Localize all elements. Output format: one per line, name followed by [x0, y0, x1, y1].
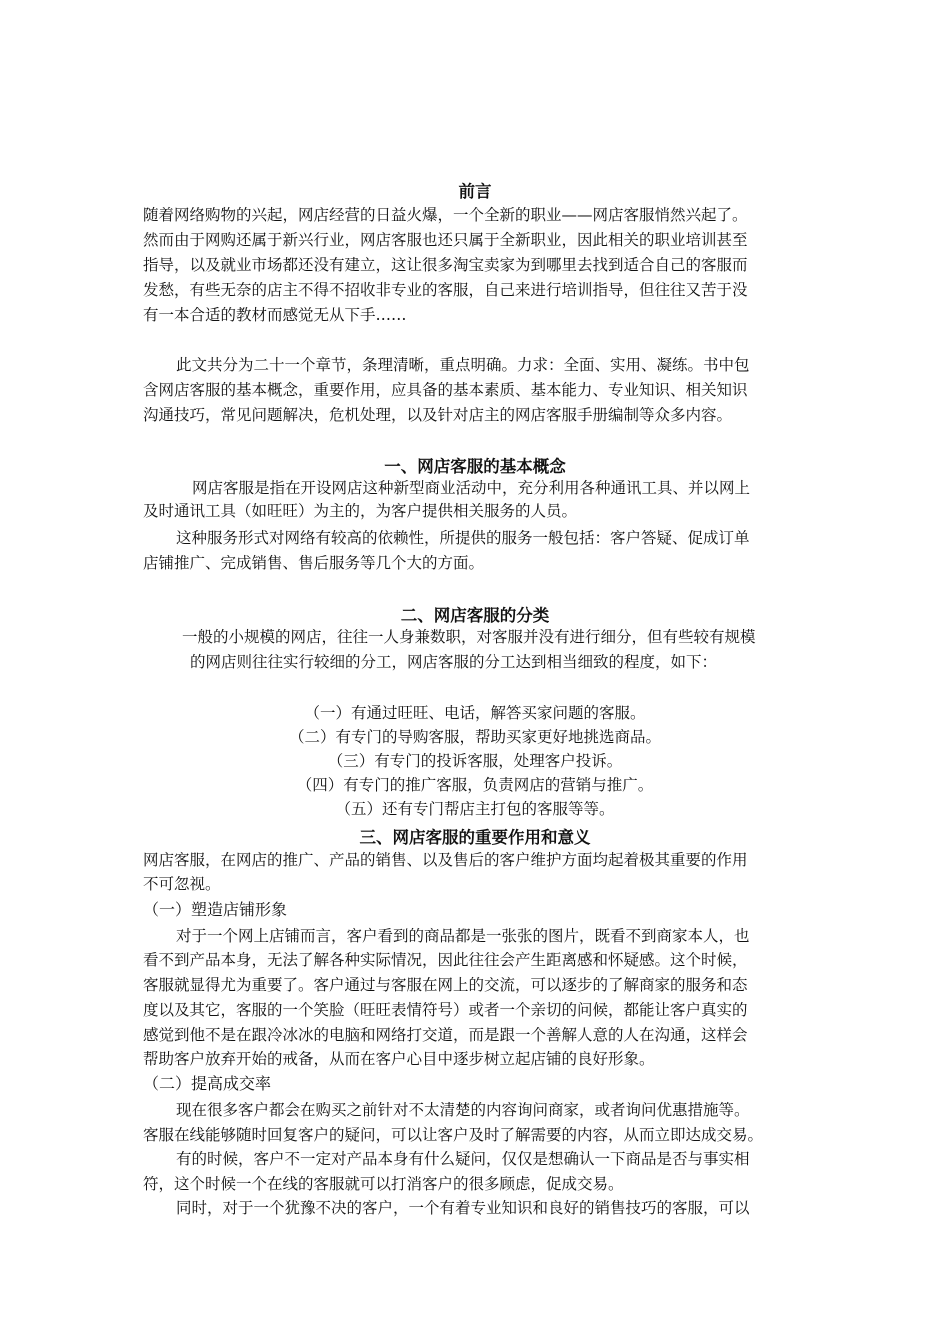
preface-p2-line: 沟通技巧，常见问题解决，危机处理，以及针对店主的网店客服手册编制等众多内容。: [143, 406, 733, 424]
section2-list-item: （三）有专门的投诉客服，处理客户投诉。: [327, 752, 623, 770]
section3-sub2-title: （二）提高成交率: [143, 1074, 272, 1093]
section1-title: 一、网店客服的基本概念: [384, 457, 566, 476]
preface-p1-line: 有一本合适的教材而感觉无从下手……: [143, 306, 407, 324]
section1-p2-line: 店铺推广、完成销售、售后服务等几个大的方面。: [143, 554, 485, 572]
section2-title: 二、网店客服的分类: [400, 606, 550, 625]
preface-title: 前言: [458, 182, 492, 201]
section3-sub2-line: 客服在线能够随时回复客户的疑问，可以让客户及时了解需要的内容，从而立即达成交易。: [143, 1126, 764, 1144]
section3-sub1-line: 感觉到他不是在跟冷冰冰的电脑和网络打交道，而是跟一个善解人意的人在沟通，这样会: [143, 1026, 748, 1044]
section2-list-item: （四）有专门的推广客服，负责网店的营销与推广。: [296, 776, 654, 794]
section3-sub1-line: 帮助客户放弃开始的戒备，从而在客户心目中逐步树立起店铺的良好形象。: [143, 1050, 655, 1068]
section3-sub1-line: 客服就显得尤为重要了。客户通过与客服在网上的交流，可以逐步的了解商家的服务和态: [143, 976, 748, 994]
section3-sub1-line: 度以及其它，客服的一个笑脸（旺旺表情符号）或者一个亲切的问候，都能让客户真实的: [143, 1001, 748, 1019]
section1-p1-line: 及时通讯工具（如旺旺）为主的，为客户提供相关服务的人员。: [143, 502, 578, 520]
section3-sub1-title: （一）塑造店铺形象: [143, 900, 288, 919]
section2-list-item: （二）有专门的导购客服，帮助买家更好地挑选商品。: [288, 728, 661, 746]
section2-list-item: （一）有通过旺旺、电话，解答买家问题的客服。: [304, 704, 646, 722]
section2-list-item: （五）还有专门帮店主打包的客服等等。: [335, 800, 615, 818]
preface-p1-line: 发愁，有些无奈的店主不得不招收非专业的客服，自己来进行培训指导，但往往又苦于没: [143, 281, 748, 299]
section3-sub1-line: 对于一个网上店铺而言，客户看到的商品都是一张张的图片，既看不到商家本人，也: [176, 927, 750, 945]
preface-p1-line: 随着网络购物的兴起，网店经营的日益火爆，一个全新的职业——网店客服悄然兴起了。: [143, 206, 748, 224]
preface-p1-line: 然而由于网购还属于新兴行业，网店客服也还只属于全新职业，因此相关的职业培训甚至: [143, 231, 748, 249]
preface-p2-line: 此文共分为二十一个章节，条理清晰，重点明确。力求：全面、实用、凝练。书中包: [176, 356, 750, 374]
section3-title: 三、网店客服的重要作用和意义: [359, 828, 591, 847]
section3-sub1-line: 看不到产品本身，无法了解各种实际情况，因此往往会产生距离感和怀疑感。这个时候，: [143, 951, 748, 969]
section2-intro-line: 一般的小规模的网店，往往一人身兼数职，对客服并没有进行细分，但有些较有规模: [182, 628, 756, 646]
section3-intro-line: 网店客服，在网店的推广、产品的销售、以及售后的客户维护方面均起着极其重要的作用: [143, 851, 748, 869]
section3-sub2-line: 同时，对于一个犹豫不决的客户，一个有着专业知识和良好的销售技巧的客服，可以: [176, 1199, 750, 1217]
section1-p1-line: 网店客服是指在开设网店这种新型商业活动中，充分利用各种通讯工具、并以网上: [192, 479, 751, 497]
section3-sub2-line: 现在很多客户都会在购买之前针对不太清楚的内容询问商家，或者询问优惠措施等。: [176, 1101, 750, 1119]
preface-p2-line: 含网店客服的基本概念，重要作用，应具备的基本素质、基本能力、专业知识、相关知识: [143, 381, 748, 399]
section3-intro-line: 不可忽视。: [143, 875, 221, 893]
section1-p2-line: 这种服务形式对网络有较高的依赖性，所提供的服务一般包括：客户答疑、促成订单: [176, 529, 750, 547]
section3-sub2-line: 符，这个时候一个在线的客服就可以打消客户的很多顾虑，促成交易。: [143, 1175, 624, 1193]
preface-p1-line: 指导，以及就业市场都还没有建立，这让很多淘宝卖家为到哪里去找到适合自己的客服而: [143, 256, 748, 274]
section2-intro-line: 的网店则往往实行较细的分工，网店客服的分工达到相当细致的程度，如下：: [190, 653, 718, 671]
section3-sub2-line: 有的时候，客户不一定对产品本身有什么疑问，仅仅是想确认一下商品是否与事实相: [176, 1150, 750, 1168]
